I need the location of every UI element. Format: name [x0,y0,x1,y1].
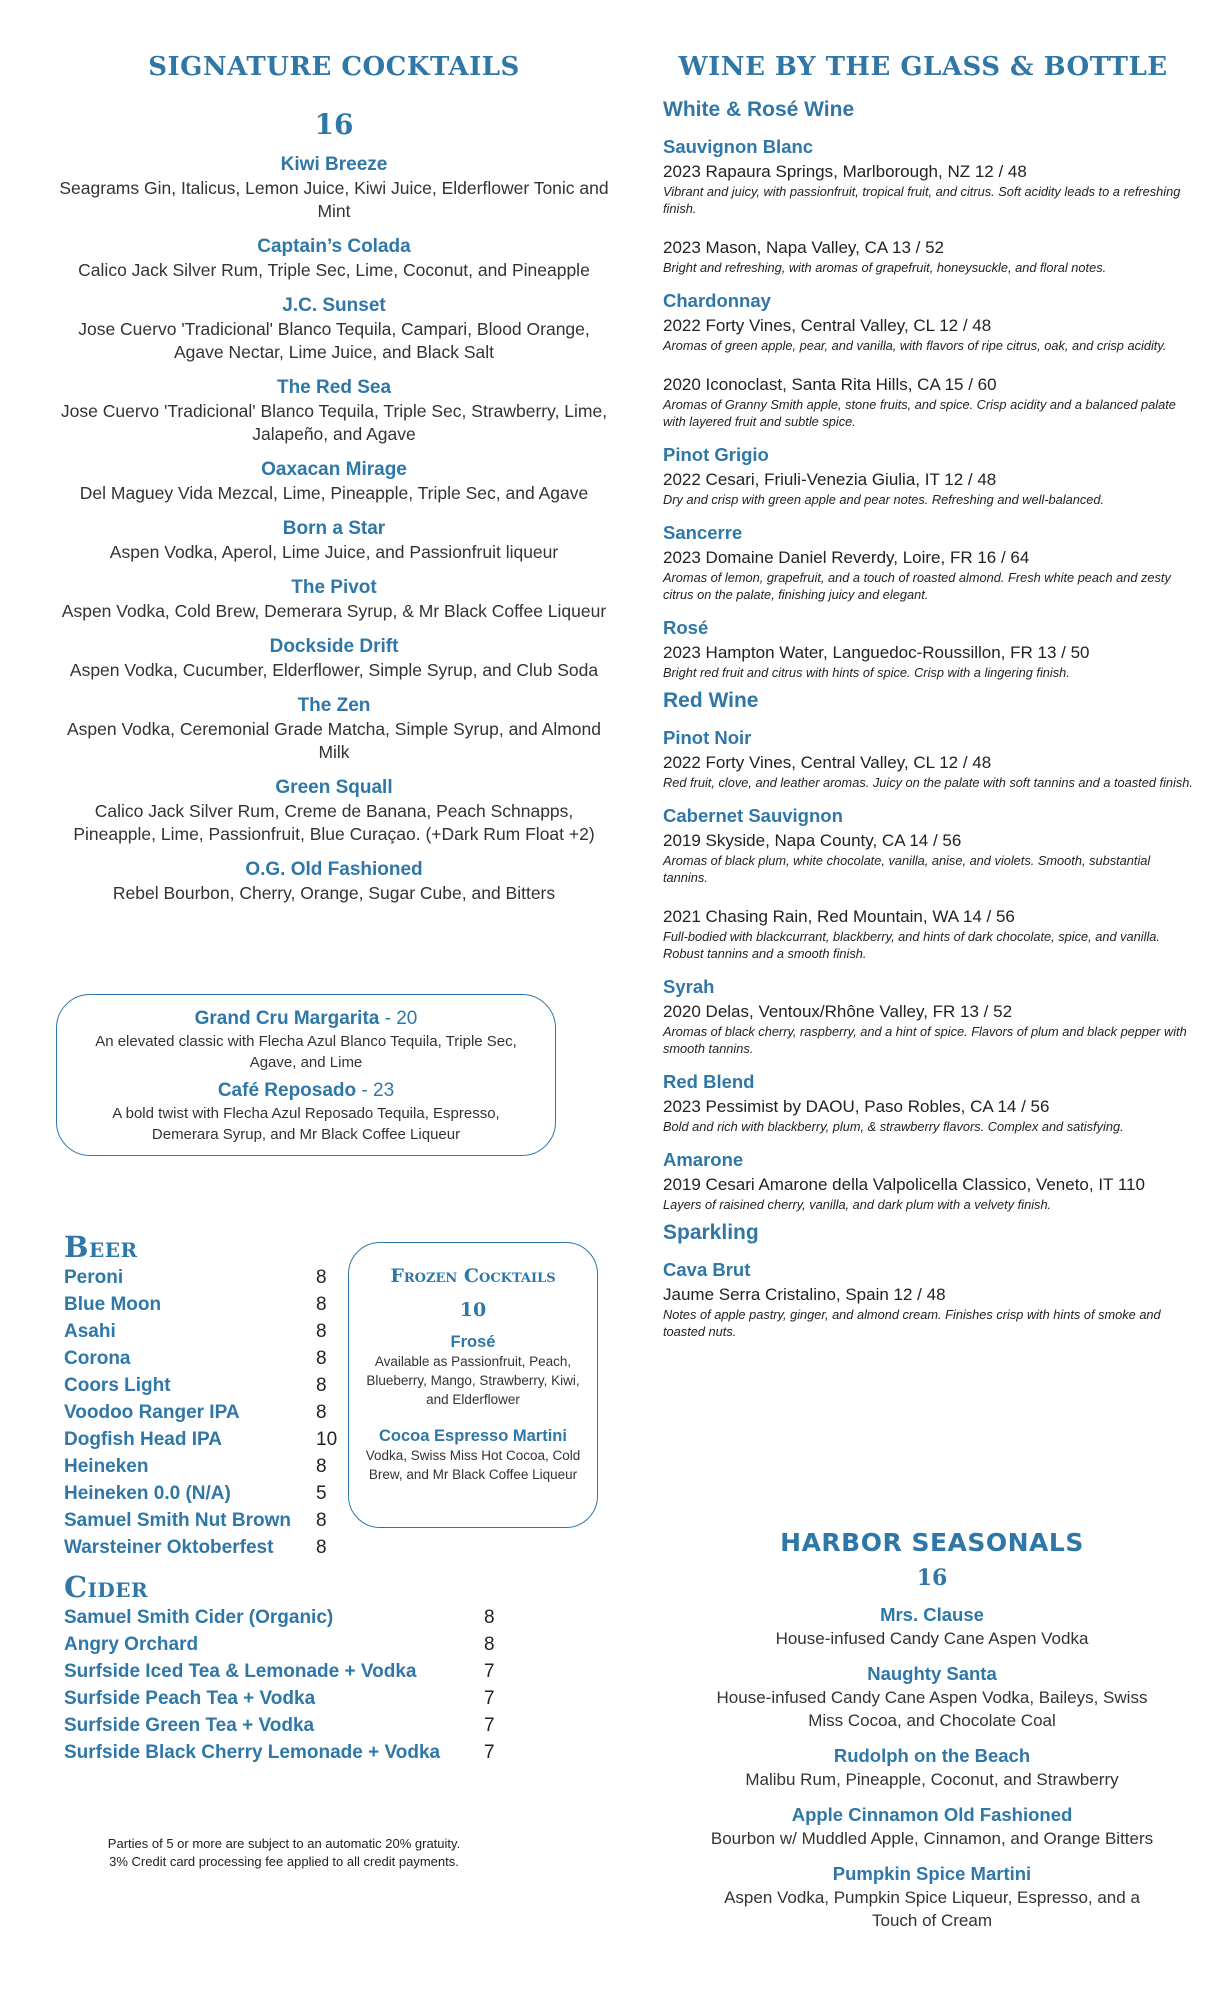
wine-entry [663,161,1198,217]
wine-varietal: Pinot Grigio [663,444,769,465]
harbor-desc: House-infused Candy Cane Aspen Vodka, Baileys, Swiss Miss Cocoa, and Chocolate Coal [716,1688,1148,1730]
harbor-item [672,1603,1192,1650]
harbor-desc: House-infused Candy Cane Aspen Vodka [775,1629,1089,1648]
beer-name: Heineken 0.0 (N/A) [64,1483,231,1504]
cocktail-desc: Del Maguey Vida Mezcal, Lime, Pineapple, Triple Sec, and Agave [79,483,589,503]
cocktail-name: Oaxacan Mirage [261,459,407,480]
wine-entry [663,1284,1198,1340]
harbor-name: Naughty Santa [867,1663,997,1684]
special-price: - 20 [379,1008,418,1029]
beer-row [64,1426,364,1453]
cocktail-item [36,458,632,505]
beer-price: 8 [316,1456,327,1477]
beer-section [64,1230,364,1561]
cocktail-name: The Zen [297,695,371,716]
special-item [57,1079,555,1145]
beer-price: 8 [316,1267,327,1288]
wine-entry [663,1001,1198,1057]
wine-category [663,689,1198,1213]
harbor-list [672,1603,1192,1932]
beer-row [64,1534,364,1561]
harbor-seasonals-section [672,1528,1192,1932]
wine-line: 2022 Forty Vines, Central Valley, CL 12 / 48 [663,316,992,335]
wine-varietal: Sauvignon Blanc [663,136,814,157]
cocktail-name: Captain’s Colada [257,236,411,257]
wine-entry [663,1096,1198,1135]
beer-row [64,1372,364,1399]
wine-category-title: White & Rosé Wine [663,98,855,121]
harbor-name: Pumpkin Spice Martini [832,1863,1032,1884]
frozen-cocktails-box [348,1242,598,1528]
harbor-item [672,1744,1192,1791]
cocktail-desc: Calico Jack Silver Rum, Triple Sec, Lime, Coconut, and Pineapple [78,260,590,280]
harbor-desc: Bourbon w/ Muddled Apple, Cinnamon, and Orange Bitters [710,1829,1154,1848]
harbor-item [672,1862,1192,1932]
beer-price: 8 [316,1348,327,1369]
wine-entry [663,315,1198,354]
wine-note: Notes of apple pastry, ginger, and almond cream. Finishes crisp with hints of smoke and toasted nuts. [663,1307,1161,1339]
specials-box [56,994,556,1156]
beer-price: 8 [316,1537,327,1558]
cocktail-name: The Pivot [291,577,377,598]
wine-line: 2023 Rapaura Springs, Marlborough, NZ 12 / 48 [663,162,1027,181]
frozen-item-name: Frosé [450,1333,496,1351]
wine-varietal: Sancerre [663,522,743,543]
beer-row [64,1480,364,1507]
cocktail-name: O.G. Old Fashioned [245,859,423,880]
cocktail-name: Kiwi Breeze [280,154,388,175]
beer-name: Warsteiner Oktoberfest [64,1537,274,1558]
wine-note: Bold and rich with blackberry, plum, & strawberry flavors. Complex and satisfying. [663,1119,1124,1134]
beer-price: 10 [316,1429,338,1450]
wine-line: 2021 Chasing Rain, Red Mountain, WA 14 / 56 [663,907,1015,926]
harbor-title: HARBOR SEASONALS [780,1528,1084,1557]
cocktail-name: Born a Star [282,518,386,539]
wine-note: Bright red fruit and citrus with hints of spice. Crisp with a lingering finish. [663,665,1070,680]
cider-row [64,1739,514,1766]
cider-row [64,1712,514,1739]
wine-varietal: Cava Brut [663,1259,751,1280]
wine-note: Aromas of green apple, pear, and vanilla, with flavors of ripe citrus, oak, and crisp acidity. [663,338,1167,353]
beer-price: 8 [316,1510,327,1531]
cider-price: 7 [484,1715,495,1736]
wine-line: 2020 Iconoclast, Santa Rita Hills, CA 15 / 60 [663,375,997,394]
beer-row [64,1345,364,1372]
cocktail-desc: Aspen Vodka, Ceremonial Grade Matcha, Simple Syrup, and Almond Milk [66,719,602,762]
cider-title: Cider [64,1570,149,1604]
wine-varietal: Chardonnay [663,290,771,311]
cider-name: Samuel Smith Cider (Organic) [64,1607,334,1628]
beer-price: 8 [316,1321,327,1342]
wine-note: Aromas of lemon, grapefruit, and a touch of roasted almond. Fresh white peach and zesty citrus on the palate, finishing juicy and elegant. [663,570,1171,602]
wine-line: 2019 Cesari Amarone della Valpolicella Classico, Veneto, IT 110 [663,1175,1145,1194]
cocktail-item [36,153,632,223]
cider-row [64,1685,514,1712]
cocktails-title: SIGNATURE COCKTAILS [148,52,520,82]
cocktail-item [36,776,632,846]
beer-list [64,1264,364,1561]
beer-row [64,1318,364,1345]
special-item [57,1007,555,1073]
special-name: Café Reposado [217,1080,357,1101]
wine-entry [663,752,1198,791]
cocktail-name: Dockside Drift [269,636,399,657]
frozen-item-desc: Vodka, Swiss Miss Hot Cocoa, Cold Brew, and Mr Black Coffee Liqueur [365,1448,581,1482]
wine-category [663,98,1198,681]
cider-name: Surfside Peach Tea + Vodka [64,1688,316,1709]
wine-title: WINE BY THE GLASS & BOTTLE [678,52,1168,82]
cocktail-item [36,517,632,564]
wine-note: Dry and crisp with green apple and pear notes. Refreshing and well-balanced. [663,492,1105,507]
wine-entry [663,469,1198,508]
harbor-name: Rudolph on the Beach [833,1745,1031,1766]
wine-varietal: Syrah [663,976,715,997]
wine-line: 2023 Pessimist by DAOU, Paso Robles, CA 14 / 56 [663,1097,1050,1116]
harbor-desc: Aspen Vodka, Pumpkin Spice Liqueur, Espresso, and a Touch of Cream [724,1888,1140,1930]
harbor-desc: Malibu Rum, Pineapple, Coconut, and Strawberry [745,1770,1119,1789]
cider-row [64,1658,514,1685]
wine-note: Full-bodied with blackcurrant, blackberry, and hints of dark chocolate, spice, and vanilla. Robust tannins and a smooth finish. [663,929,1160,961]
cocktail-name: The Red Sea [276,377,392,398]
harbor-name: Mrs. Clause [880,1604,984,1625]
wine-note: Layers of raisined cherry, vanilla, and dark plum with a velvety finish. [663,1197,1052,1212]
cocktail-desc: Aspen Vodka, Cucumber, Elderflower, Simple Syrup, and Club Soda [69,660,599,680]
cocktail-desc: Rebel Bourbon, Cherry, Orange, Sugar Cube, and Bitters [112,883,556,903]
wine-line: Jaume Serra Cristalino, Spain 12 / 48 [663,1285,946,1304]
cocktails-section [36,52,632,905]
footer-note [74,1835,494,1871]
wine-note: Red fruit, clove, and leather aromas. Juicy on the palate with soft tannins and a toasted finish. [663,775,1193,790]
harbor-item [672,1803,1192,1850]
cocktail-name: J.C. Sunset [282,295,386,316]
special-name: Grand Cru Margarita [194,1008,380,1029]
wine-varietal: Rosé [663,617,709,638]
beer-name: Coors Light [64,1375,171,1396]
wine-note: Aromas of Granny Smith apple, stone fruits, and spice. Crisp acidity and a balanced palate with layered fruit and subtle spice. [663,397,1176,429]
beer-name: Corona [64,1348,131,1369]
wine-varietal: Pinot Noir [663,727,752,748]
cider-row [64,1631,514,1658]
beer-row [64,1453,364,1480]
wine-line: 2020 Delas, Ventoux/Rhône Valley, FR 13 / 52 [663,1002,1013,1021]
beer-name: Voodoo Ranger IPA [64,1402,240,1423]
cider-name: Surfside Green Tea + Vodka [64,1715,315,1736]
wine-line: 2022 Cesari, Friuli-Venezia Giulia, IT 12 / 48 [663,470,997,489]
cocktail-item [36,635,632,682]
cider-price: 7 [484,1661,495,1682]
beer-price: 8 [316,1402,327,1423]
wine-note: Aromas of black cherry, raspberry, and a hint of spice. Flavors of plum and black pepper with smooth tannins. [663,1024,1187,1056]
harbor-price: 16 [916,1565,948,1591]
beer-name: Blue Moon [64,1294,162,1315]
frozen-price: 10 [459,1299,487,1321]
wine-line: 2019 Skyside, Napa County, CA 14 / 56 [663,831,962,850]
cocktail-desc: Aspen Vodka, Cold Brew, Demerara Syrup, & Mr Black Coffee Liqueur [61,601,607,621]
cider-price: 7 [484,1688,495,1709]
wine-varietal: Cabernet Sauvignon [663,805,843,826]
cider-section [64,1570,514,1766]
wine-note: Vibrant and juicy, with passionfruit, tropical fruit, and citrus. Soft acidity leads to a refreshing finish. [663,184,1181,216]
wine-section [663,52,1198,1348]
wine-varietal: Amarone [663,1149,744,1170]
cider-list [64,1604,514,1766]
cocktail-desc: Jose Cuervo 'Tradicional' Blanco Tequila, Campari, Blood Orange, Agave Nectar, Lime Juice, and Black Salt [78,319,590,362]
wine-entry [663,830,1198,886]
wine-category-title: Red Wine [663,689,759,712]
special-desc: A bold twist with Flecha Azul Reposado Tequila, Espresso, Demerara Syrup, and Mr Black Coffee Liqueur [112,1105,500,1143]
beer-price: 8 [316,1375,327,1396]
beer-name: Samuel Smith Nut Brown [64,1510,291,1531]
cider-price: 8 [484,1607,495,1628]
cider-name: Surfside Iced Tea & Lemonade + Vodka [64,1661,417,1682]
wine-category-title: Sparkling [663,1221,759,1244]
wine-varietal: Red Blend [663,1071,755,1092]
cocktail-desc: Aspen Vodka, Aperol, Lime Juice, and Passionfruit liqueur [109,542,559,562]
wine-entry [663,642,1198,681]
harbor-item [672,1662,1192,1732]
cocktail-item [36,694,632,764]
cocktail-name: Green Squall [275,777,393,798]
cocktail-desc: Jose Cuervo 'Tradicional' Blanco Tequila, Triple Sec, Strawberry, Lime, Jalapeño, and Agave [60,401,608,444]
beer-name: Asahi [64,1321,116,1342]
wine-entry [663,906,1198,962]
beer-title: Beer [64,1230,138,1264]
beer-name: Dogfish Head IPA [64,1429,222,1450]
wine-list [663,98,1198,1340]
cocktails-price: 16 [314,108,354,141]
frozen-item-name: Cocoa Espresso Martini [379,1427,567,1445]
footer-line: Parties of 5 or more are subject to an automatic 20% gratuity. [107,1836,461,1851]
cocktail-item [36,235,632,282]
cider-row [64,1604,514,1631]
wine-line: 2022 Forty Vines, Central Valley, CL 12 / 48 [663,753,992,772]
wine-entry [663,1174,1198,1213]
beer-row [64,1291,364,1318]
wine-note: Bright and refreshing, with aromas of grapefruit, honeysuckle, and floral notes. [663,260,1107,275]
special-price: - 23 [356,1080,395,1101]
wine-line: 2023 Mason, Napa Valley, CA 13 / 52 [663,238,944,257]
cocktail-item [36,858,632,905]
beer-name: Peroni [64,1267,124,1288]
frozen-title: Frozen Cocktails [390,1265,556,1287]
beer-row [64,1507,364,1534]
cider-name: Angry Orchard [64,1634,199,1655]
wine-entry [663,547,1198,603]
wine-line: 2023 Hampton Water, Languedoc-Roussillon, FR 13 / 50 [663,643,1090,662]
beer-row [64,1399,364,1426]
cider-price: 7 [484,1742,495,1763]
wine-entry [663,237,1198,276]
cocktail-item [36,294,632,364]
beer-row [64,1264,364,1291]
cocktail-item [36,576,632,623]
wine-line: 2023 Domaine Daniel Reverdy, Loire, FR 16 / 64 [663,548,1030,567]
cocktail-item [36,376,632,446]
cider-price: 8 [484,1634,495,1655]
wine-note: Aromas of black plum, white chocolate, vanilla, anise, and violets. Smooth, substantial tannins. [663,853,1151,885]
wine-entry [663,374,1198,430]
footer-line: 3% Credit card processing fee applied to all credit payments. [109,1854,459,1869]
harbor-name: Apple Cinnamon Old Fashioned [791,1804,1073,1825]
beer-price: 5 [316,1483,327,1504]
special-desc: An elevated classic with Flecha Azul Blanco Tequila, Triple Sec, Agave, and Lime [95,1033,517,1071]
beer-price: 8 [316,1294,327,1315]
cider-name: Surfside Black Cherry Lemonade + Vodka [64,1742,441,1763]
wine-category [663,1221,1198,1340]
beer-name: Heineken [64,1456,149,1477]
cocktail-list [36,153,632,905]
cocktail-desc: Calico Jack Silver Rum, Creme de Banana, Peach Schnapps, Pineapple, Lime, Passionfruit, Blue Curaçao. (+Dark Rum Float +2) [73,801,595,844]
frozen-item-desc: Available as Passionfruit, Peach, Blueberry, Mango, Strawberry, Kiwi, and Elderflower [366,1354,580,1407]
cocktail-desc: Seagrams Gin, Italicus, Lemon Juice, Kiwi Juice, Elderflower Tonic and Mint [59,178,609,221]
